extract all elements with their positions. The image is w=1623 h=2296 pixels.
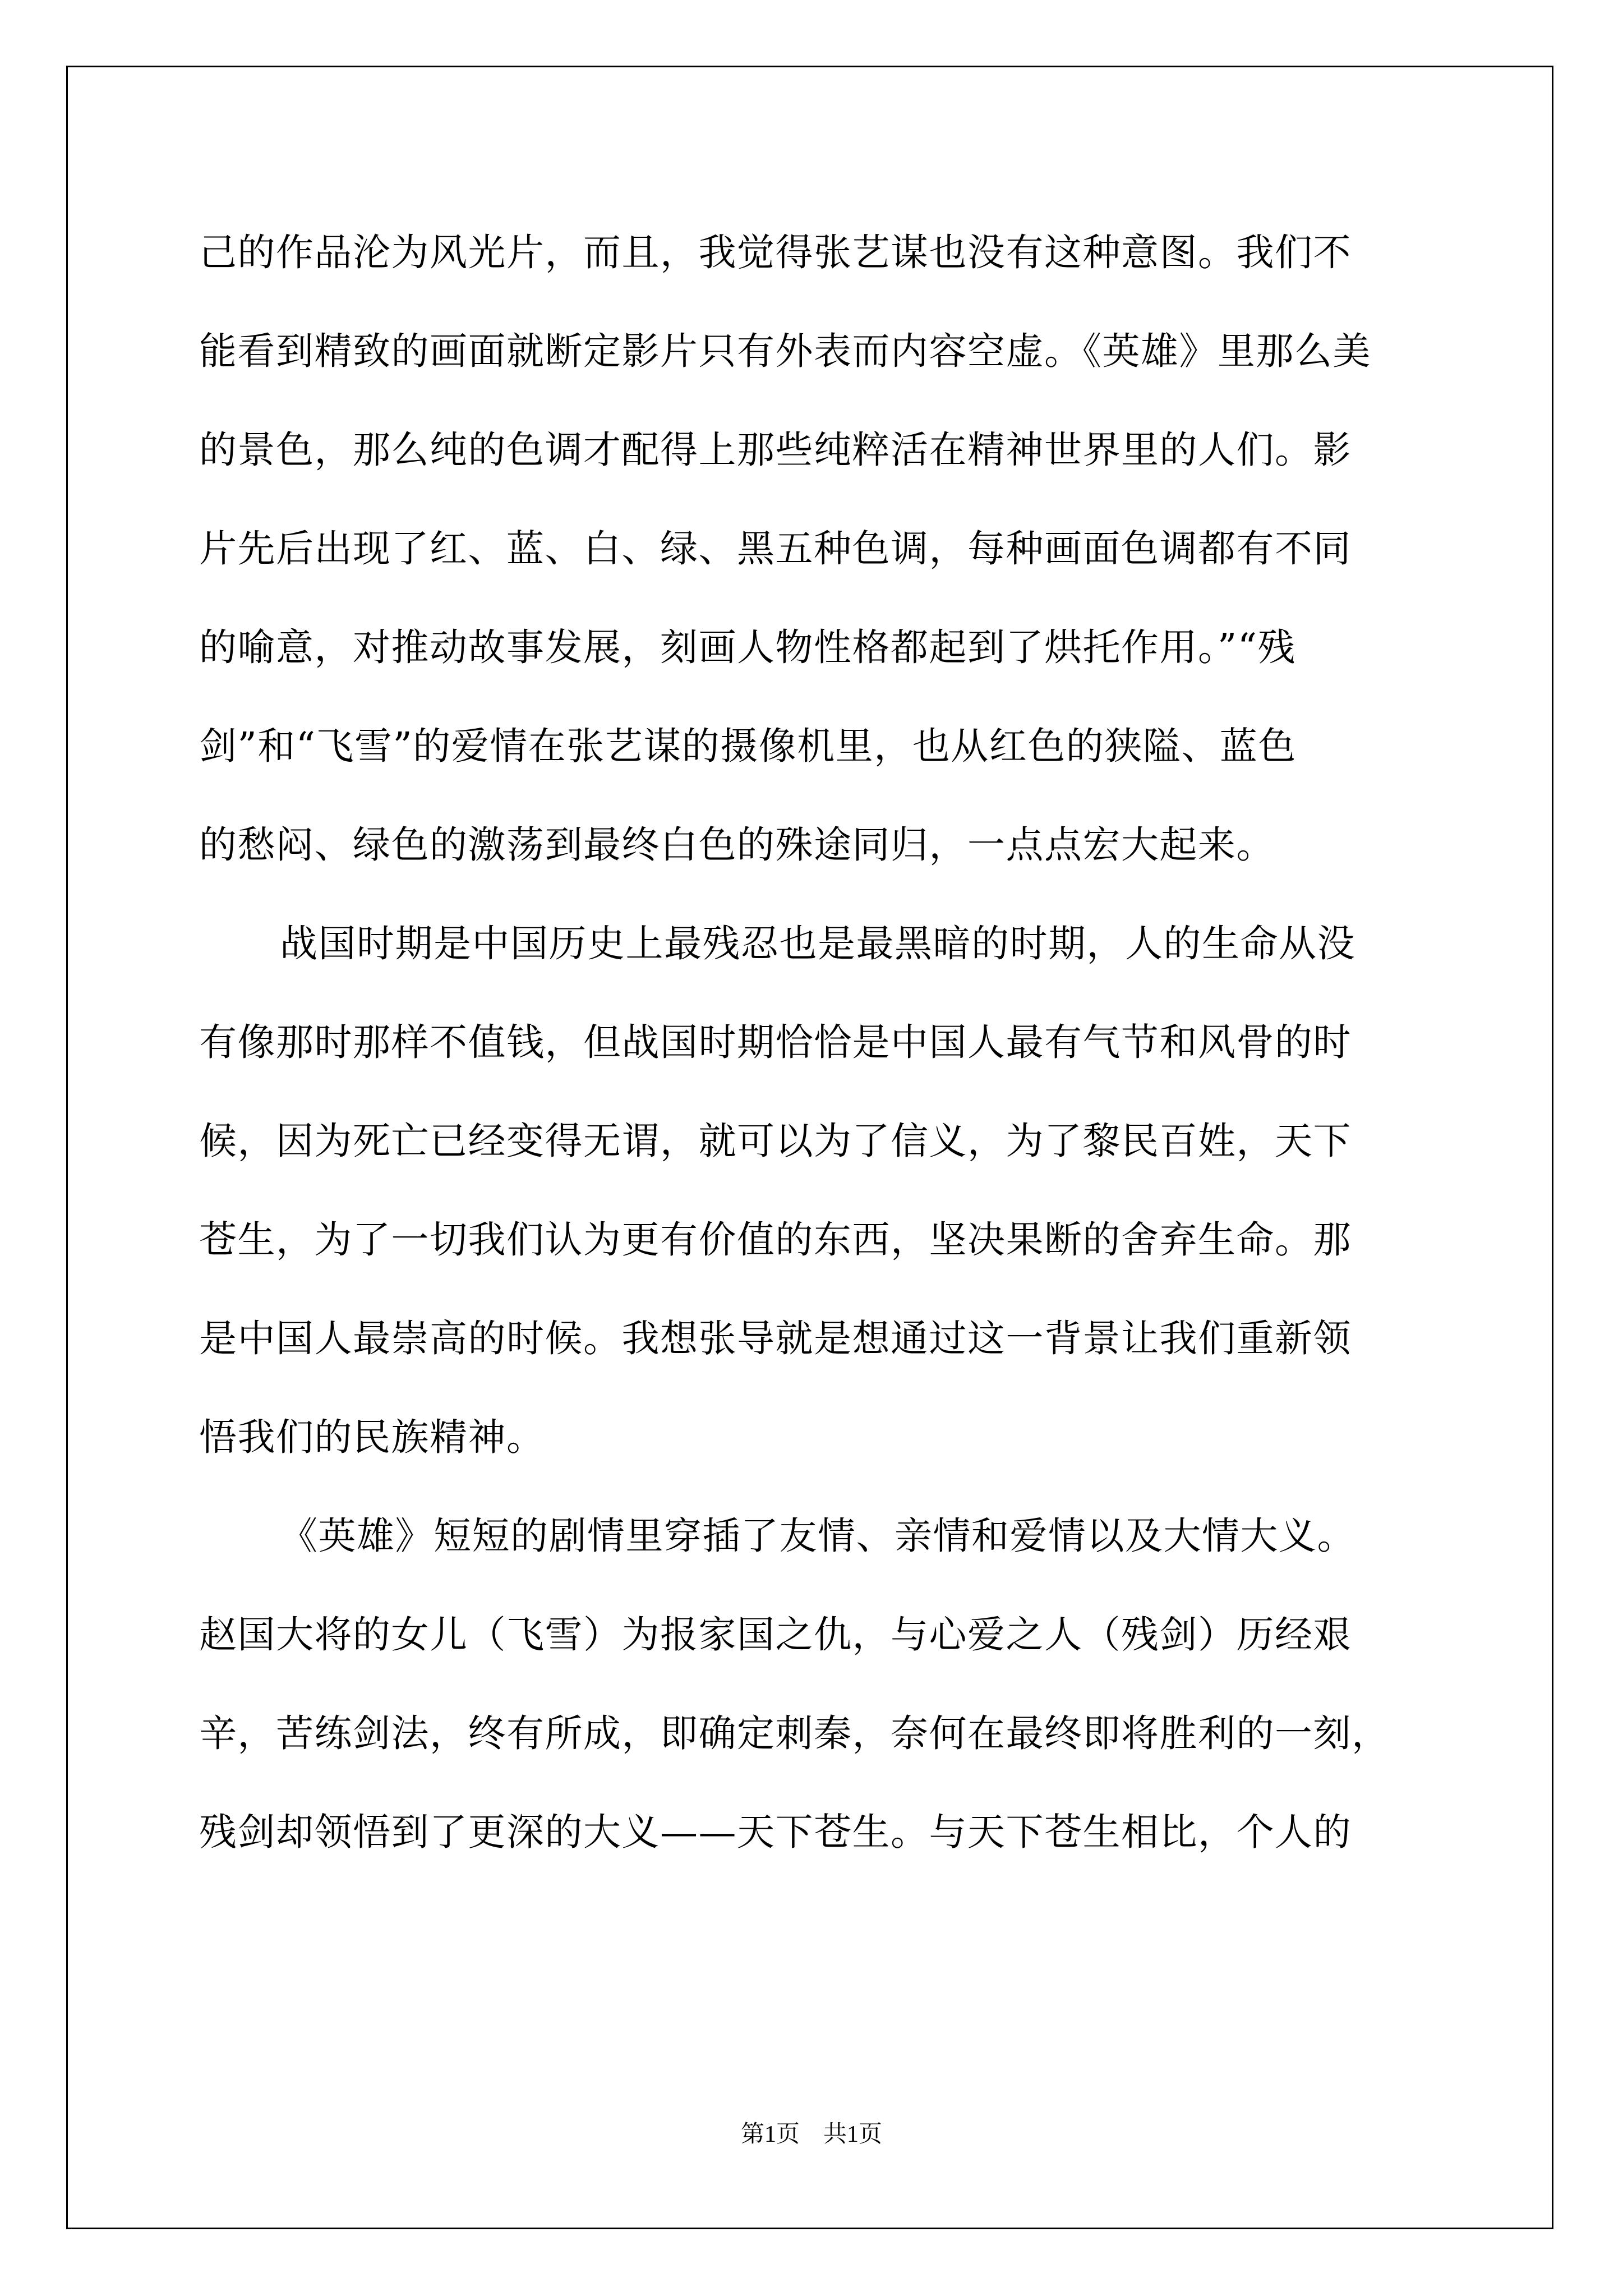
paragraph-first-line: 《英雄》短短的剧情里穿插了友情、亲情和爱情以及大情大义。 <box>280 1514 1355 1558</box>
text-line: 悟我们的民族精神。 <box>199 1415 545 1459</box>
page-total: 共1页 <box>823 2122 883 2147</box>
text-line: 有像那时那样不值钱，但战国时期恰恰是中国人最有气节和风骨的时 <box>199 1020 1352 1064</box>
text-line: 的景色，那么纯的色调才配得上那些纯粹活在精神世界里的人们。影 <box>199 428 1352 472</box>
page-footer <box>0 2118 1623 2151</box>
text-line: 候，因为死亡已经变得无谓，就可以为了信义，为了黎民百姓，天下 <box>199 1119 1352 1163</box>
text-line: 能看到精致的画面就断定影片只有外表而内容空虚。《英雄》里那么美 <box>199 329 1371 373</box>
document-body <box>199 216 1427 1894</box>
text-line: 苍生，为了一切我们认为更有价值的东西，坚决果断的舍弃生命。那 <box>199 1218 1352 1262</box>
paragraph-first-line: 战国时期是中国历史上最残忍也是最黑暗的时期，人的生命从没 <box>280 922 1355 965</box>
text-line: 片先后出现了红、蓝、白、绿、黑五种色调，每种画面色调都有不同 <box>199 527 1352 570</box>
text-line: 的喻意，对推动故事发展，刻画人物性格都起到了烘托作用。”“残 <box>199 625 1297 669</box>
text-line: 残剑却领悟到了更深的大义——天下苍生。与天下苍生相比，个人的 <box>199 1810 1352 1854</box>
text-line: 己的作品沦为风光片，而且，我觉得张艺谋也没有这种意图。我们不 <box>199 231 1352 274</box>
text-line: 的愁闷、绿色的激荡到最终白色的殊途同归，一点点宏大起来。 <box>199 823 1275 867</box>
text-line: 剑”和“飞雪”的爱情在张艺谋的摄像机里，也从红色的狭隘、蓝色 <box>199 724 1297 768</box>
text-line: 辛，苦练剑法，终有所成，即确定刺秦，奈何在最终即将胜利的一刻， <box>199 1711 1390 1755</box>
page-number: 第1页 <box>740 2122 800 2147</box>
text-line: 是中国人最崇高的时候。我想张导就是想通过这一背景让我们重新领 <box>199 1317 1352 1360</box>
text-line: 赵国大将的女儿（飞雪）为报家国之仇，与心爱之人（残剑）历经艰 <box>199 1613 1352 1657</box>
